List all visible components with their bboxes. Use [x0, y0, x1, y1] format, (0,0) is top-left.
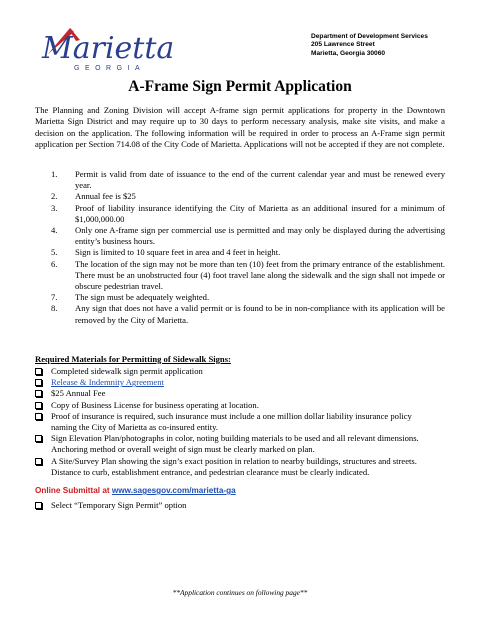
rule-text: Sign is limited to 10 square feet in area and 4 feet in height. [75, 247, 281, 258]
checkbox-icon [35, 379, 42, 386]
materials-heading: Required Materials for Permitting of Sidewalk Signs: [35, 354, 231, 364]
rule-item [35, 225, 445, 247]
material-item [35, 366, 435, 377]
material-item [35, 411, 435, 433]
department-address [311, 33, 428, 58]
rule-text: Permit is valid from date of issuance to the end of the current calendar year and must be renewed every year. [75, 169, 445, 191]
rule-item [35, 169, 445, 191]
department-city: Marietta, Georgia 30060 [311, 49, 386, 57]
rule-number: 3. [51, 202, 58, 213]
checkbox-icon [35, 458, 42, 465]
sagesgov-link[interactable]: www.sagesgov.com/marietta-ga [111, 486, 236, 495]
material-item [35, 456, 435, 478]
rule-number: 1. [51, 169, 58, 179]
rule-item [35, 203, 445, 225]
rule-text: The sign must be adequately weighted. [75, 292, 210, 303]
checkbox-icon [35, 502, 42, 509]
checkbox-icon [35, 390, 42, 397]
rule-number: 7. [51, 292, 58, 303]
material-item [35, 433, 435, 455]
checkbox-icon [35, 413, 42, 420]
rule-number: 8. [51, 303, 58, 314]
logo-wordmark: Marietta [42, 31, 175, 66]
department-name: Department of Development Services [311, 33, 428, 40]
online-option-text: Select “Temporary Sign Permit” option [51, 500, 187, 510]
material-text: Completed sidewalk sign permit application [51, 366, 203, 376]
checkbox-icon [35, 402, 42, 409]
page-title: A-Frame Sign Permit Application [128, 78, 352, 95]
rule-text: Proof of liability insurance identifying the City of Marietta as an additional insured for a minimum of $1,000,000.00 [75, 202, 445, 224]
checkbox-icon [35, 368, 42, 375]
materials-list [35, 366, 435, 478]
logo-state: GEORGIA [74, 65, 146, 72]
intro-paragraph: The Planning and Zoning Division will accept A-frame sign permit applications for property in the Downtown Marietta Sign District and may require up to 30 days to perform necessary analysis, make site visits, and make a decision on the application. The following information will be required in order to process an A-Frame sign permit application per Section 714.08 of the City Code of Marietta. Applications will not be accepted if they are not complete. [35, 105, 445, 150]
marietta-logo [40, 24, 175, 74]
material-text: Sign Elevation Plan/photographs in color, noting building materials to be used and all relevant dimensions. Anchoring method or overall weight of sign must be clearly marked on plan. [51, 433, 419, 455]
rule-number: 6. [51, 258, 58, 269]
online-submittal-label: Online Submittal at [35, 486, 112, 495]
rule-item [35, 303, 445, 325]
material-item [35, 377, 435, 388]
rule-number: 5. [51, 247, 58, 258]
rule-item [35, 247, 445, 258]
checkbox-icon [35, 435, 42, 442]
online-option-item [35, 500, 435, 511]
department-street: 205 Lawrence Street [311, 41, 375, 49]
rule-item [35, 292, 445, 303]
material-item [35, 400, 435, 411]
continuation-note: **Application continues on following page** [172, 588, 308, 597]
rule-number: 2. [51, 191, 58, 202]
material-text: Copy of Business License for business operating at location. [51, 399, 259, 410]
rule-text: Only one A-frame sign per commercial use is permitted and may only be displayed during the advertising entity’s business hours. [75, 225, 445, 247]
online-option-list [35, 500, 435, 511]
material-text: A Site/Survey Plan showing the sign’s exact position in relation to nearby buildings, structures and streets. Distance to curb, establishment entrance, and pedestrian clearance must be clearly indicated. [51, 455, 417, 477]
rule-number: 4. [51, 225, 58, 236]
material-item [35, 388, 435, 399]
rule-text: The location of the sign may not be more than ten (10) feet from the primary entrance of the establishment. There must be an unobstructed four (4) foot travel lane along the sidewalk and the sign shall not impede or obscure pedestrian travel. [75, 258, 445, 292]
release-agreement-link[interactable]: Release & Indemnity Agreement [51, 377, 164, 388]
rule-item [35, 191, 445, 202]
rule-item [35, 259, 445, 293]
rule-text: Annual fee is $25 [75, 191, 136, 202]
material-text: Proof of insurance is required, such insurance must include a one million dollar liability insurance policy naming the City of Marietta as co-insured entity. [51, 410, 412, 433]
rules-list [35, 169, 445, 326]
online-submittal [35, 486, 236, 495]
rule-text: Any sign that does not have a valid permit or is found to be in non-compliance with its application will be removed by the City of Marietta. [75, 303, 445, 325]
material-text: $25 Annual Fee [51, 388, 106, 399]
